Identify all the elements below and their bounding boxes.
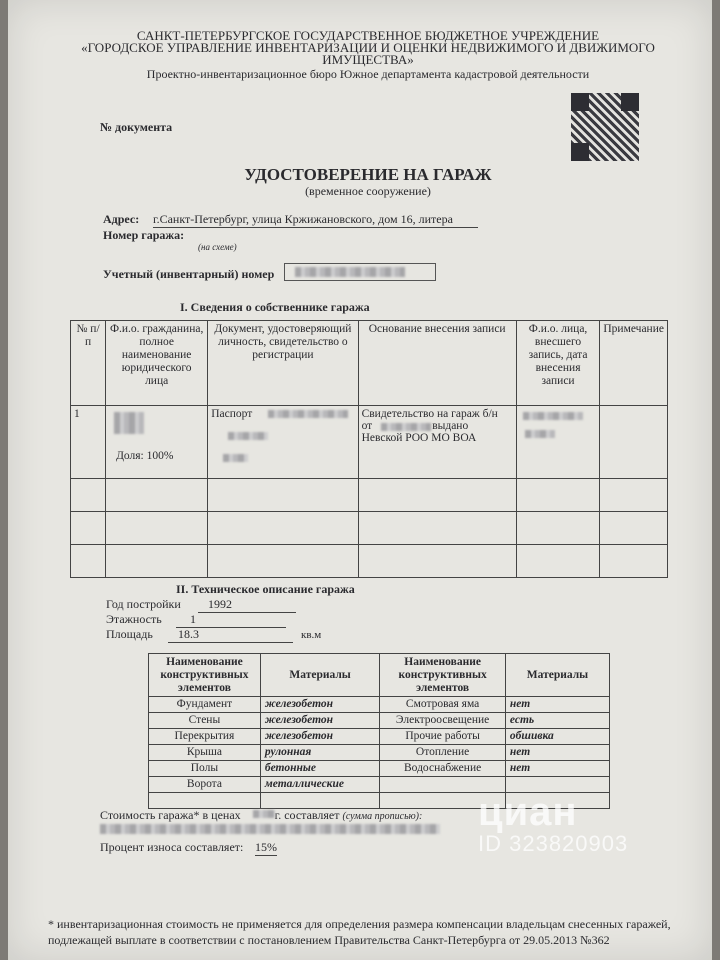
owner-row-basis-cell — [358, 406, 516, 479]
material-value: обшивка — [505, 729, 609, 745]
area-label: Площадь — [106, 627, 153, 641]
material-value: железобетон — [260, 697, 379, 713]
wear-label: Процент износа составляет: — [100, 840, 244, 854]
watermark-id: ID 323820903 — [478, 831, 629, 856]
material-element: Перекрытия — [149, 729, 261, 745]
material-value: бетонные — [260, 761, 379, 777]
material-element: Стены — [149, 713, 261, 729]
redacted-account-number — [295, 267, 405, 277]
material-value: рулонная — [260, 745, 379, 761]
material-element: Водоснабжение — [380, 761, 506, 777]
table-row — [149, 697, 610, 713]
material-value: нет — [505, 745, 609, 761]
material-value: нет — [505, 761, 609, 777]
material-element: Электроосвещение — [380, 713, 506, 729]
owners-header-note: Примечание — [600, 321, 668, 406]
materials-header-element-left: Наименование конструктивных элементов — [149, 654, 261, 697]
table-row — [149, 713, 610, 729]
material-value: есть — [505, 713, 609, 729]
doc-number-label: № документа — [100, 120, 173, 134]
footnote: * инвентаризационная стоимость не применяется для определения размера компенсации владельцам снесенных гаражей, подлежащей выплате в соответствии с постановлением Правительства Санкт-Петербурга от 29.05.2013 №362 — [48, 917, 671, 947]
redacted-passport-issued — [228, 432, 268, 440]
owner-document: Паспорт — [211, 408, 253, 420]
table-row — [71, 479, 668, 512]
materials-header-material-left: Материалы — [260, 654, 379, 697]
header-line1: САНКТ-ПЕТЕРБУРГСКОЕ ГОСУДАРСТВЕННОЕ БЮДЖЕТНОЕ УЧРЕЖДЕНИЕ — [136, 28, 600, 43]
year-value: 1992 — [198, 597, 296, 613]
owners-header-name: Ф.и.о. гражданина, полное наименование юридического лица — [106, 321, 208, 406]
watermark — [478, 790, 628, 857]
address-label: Адрес: — [103, 212, 140, 226]
header-line2: «ГОРОДСКОЕ УПРАВЛЕНИЕ ИНВЕНТАРИЗАЦИИ И ОЦЕНКИ НЕДВИЖИМОГО И ДВИЖИМОГО — [81, 40, 655, 55]
watermark-logo: циан — [478, 790, 578, 834]
material-value: железобетон — [260, 729, 379, 745]
owner-basis-line1: Свидетельство на гараж б/н — [361, 408, 498, 420]
address-value: г.Санкт-Петербург, улица Кржижановского, дом 16, литера — [153, 212, 478, 228]
owners-header-recorder: Ф.и.о. лица, внесшего запись, дата внесения записи — [516, 321, 600, 406]
page-subtitle: (временное сооружение) — [305, 184, 431, 198]
header-line3: ИМУЩЕСТВА» — [322, 52, 414, 67]
material-element: Полы — [149, 761, 261, 777]
materials-table — [148, 653, 610, 809]
table-row — [149, 761, 610, 777]
owner-share: Доля: 100% — [116, 450, 174, 462]
owner-row-name-cell — [106, 406, 208, 479]
redacted-recorder-date — [525, 430, 555, 438]
redacted-basis-date — [381, 423, 431, 431]
account-number-box — [284, 263, 436, 281]
garage-number-label: Номер гаража: — [103, 228, 185, 242]
table-row — [149, 745, 610, 761]
table-row — [71, 406, 668, 479]
redacted-passport — [268, 410, 348, 418]
cost-line-note: (сумма прописью): — [342, 811, 423, 822]
redacted-recorder — [523, 412, 583, 420]
material-value: металлические — [260, 777, 379, 793]
account-number-label: Учетный (инвентарный) номер — [103, 267, 275, 281]
qr-code — [571, 93, 639, 161]
page-title: УДОСТОВЕРЕНИЕ НА ГАРАЖ — [244, 165, 492, 184]
redacted-cost-amount — [100, 824, 440, 834]
materials-header-material-right: Материалы — [505, 654, 609, 697]
material-value: нет — [505, 697, 609, 713]
header-line4: Проектно-инвентаризационное бюро Южное департамента кадастровой деятельности — [146, 67, 590, 81]
owners-header-basis: Основание внесения записи — [358, 321, 516, 406]
cost-line-start: Стоимость гаража* в ценах — [100, 808, 241, 822]
material-element: Смотровая яма — [380, 697, 506, 713]
redacted-cost-year — [253, 810, 275, 818]
floors-label: Этажность — [106, 612, 162, 626]
section1-title: I. Сведения о собственнике гаража — [180, 300, 370, 314]
owners-header-num: № п/п — [71, 321, 106, 406]
table-row — [71, 545, 668, 578]
material-element: Крыша — [149, 745, 261, 761]
material-element: Отопление — [380, 745, 506, 761]
material-element: Прочие работы — [380, 729, 506, 745]
area-unit: кв.м — [301, 629, 322, 641]
owner-row-note-cell — [600, 406, 668, 479]
material-element: Ворота — [149, 777, 261, 793]
owner-row-document-cell — [208, 406, 358, 479]
floors-value: 1 — [176, 612, 286, 628]
table-row — [149, 729, 610, 745]
owner-basis-line3: Невской РОО МО ВОА — [361, 432, 477, 444]
year-label: Год постройки — [106, 597, 181, 611]
owner-basis-issued: выдано — [432, 420, 469, 432]
section2-title: II. Техническое описание гаража — [176, 582, 355, 596]
owner-basis-from: от — [361, 420, 373, 432]
owner-row-num: 1 — [71, 406, 106, 479]
material-element: Фундамент — [149, 697, 261, 713]
wear-value: 15% — [255, 840, 277, 854]
material-element — [149, 793, 261, 809]
owners-table — [70, 320, 668, 578]
redacted-owner-name — [114, 412, 144, 434]
redacted-passport-date — [223, 454, 248, 462]
material-value — [260, 793, 379, 809]
area-value: 18.3 — [168, 627, 293, 643]
table-row — [71, 512, 668, 545]
owners-header-document: Документ, удостоверяющий личность, свидетельство о регистрации — [208, 321, 358, 406]
owner-row-recorder-cell — [516, 406, 600, 479]
on-scheme-note: (на схеме) — [198, 242, 237, 252]
cost-line-middle: г. составляет — [274, 808, 340, 822]
document-page — [8, 0, 712, 960]
materials-header-element-right: Наименование конструктивных элементов — [380, 654, 506, 697]
material-value: железобетон — [260, 713, 379, 729]
